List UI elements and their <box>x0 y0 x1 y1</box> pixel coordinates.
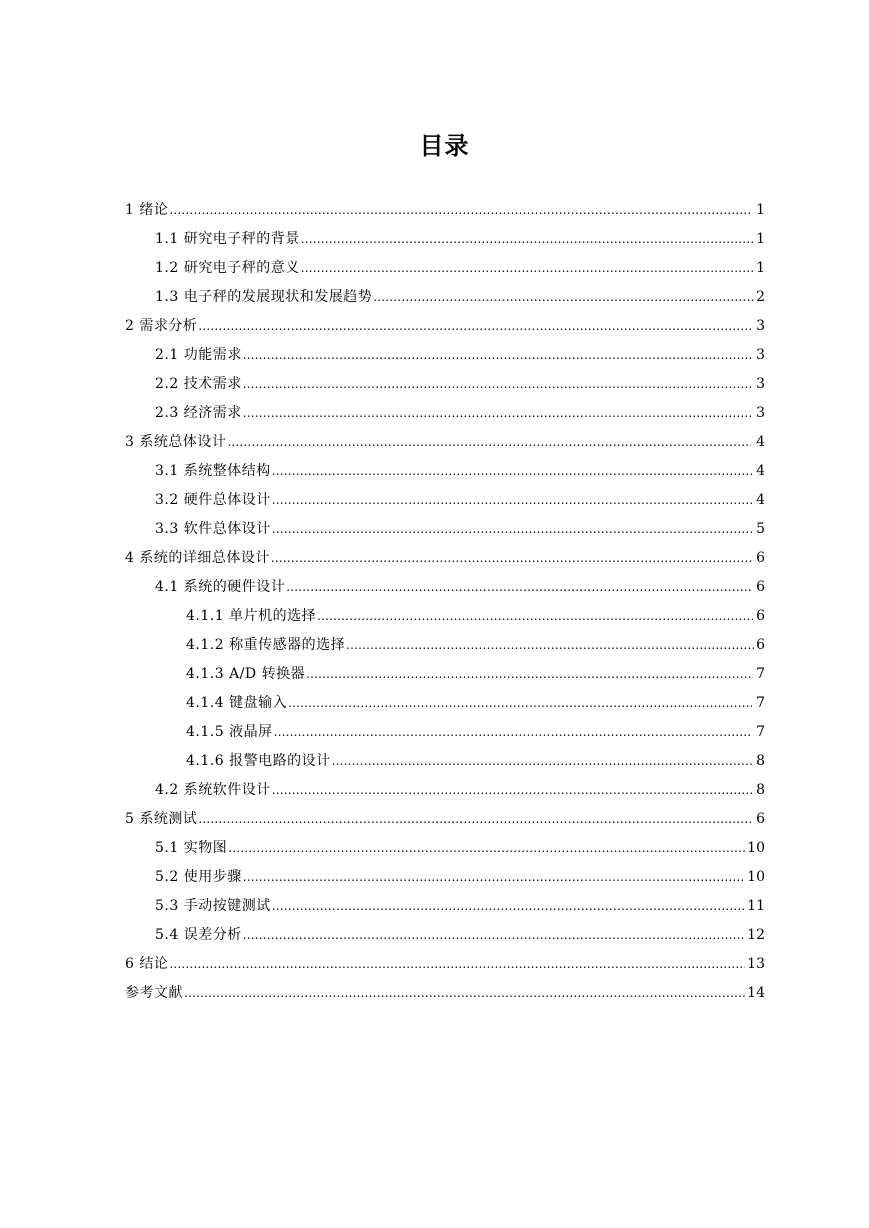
toc-entry-page: 3 <box>756 318 765 334</box>
toc-entry[interactable] <box>0 631 869 660</box>
toc-entry[interactable] <box>0 805 869 834</box>
toc-entry[interactable] <box>0 341 869 370</box>
dot-leader <box>301 254 753 283</box>
dot-leader <box>228 834 745 863</box>
toc-entry[interactable] <box>0 689 869 718</box>
toc-entry[interactable] <box>0 979 869 1008</box>
dot-leader <box>227 428 751 457</box>
toc-entry-page: 8 <box>756 782 765 798</box>
toc-entry-label: 2.3 经济需求 <box>155 405 242 421</box>
toc-entry-label: 4.1.2 称重传感器的选择 <box>186 637 346 653</box>
toc-entry[interactable] <box>0 428 869 457</box>
toc-entry-page: 7 <box>756 724 765 740</box>
toc-entry-page: 13 <box>747 956 765 972</box>
dot-leader <box>243 863 745 892</box>
toc-entry-page: 3 <box>756 376 765 392</box>
toc-entry-label: 2.2 技术需求 <box>155 376 242 392</box>
toc-entry-label: 5.2 使用步骤 <box>155 869 242 885</box>
dot-leader <box>169 196 750 225</box>
toc-entry-label: 4.1.5 液晶屏 <box>186 724 273 740</box>
toc-entry[interactable] <box>0 573 869 602</box>
toc-entry[interactable] <box>0 660 869 689</box>
toc-entry[interactable] <box>0 457 869 486</box>
toc-entry[interactable] <box>0 602 869 631</box>
toc-entry[interactable] <box>0 254 869 283</box>
toc-entry[interactable] <box>0 370 869 399</box>
toc-entry-label: 1.3 电子秤的发展现状和发展趋势 <box>155 289 373 305</box>
dot-leader <box>288 689 752 718</box>
dot-leader <box>306 660 753 689</box>
toc-entry-label: 5 系统测试 <box>125 811 198 827</box>
toc-entry-label: 5.3 手动按键测试 <box>155 898 271 914</box>
toc-entry-page: 6 <box>756 579 765 595</box>
dot-leader <box>271 544 752 573</box>
dot-leader <box>243 370 752 399</box>
toc-entry-label: 6 结论 <box>125 956 169 972</box>
toc-entry-page: 6 <box>756 608 765 624</box>
toc-entry-page: 7 <box>756 695 765 711</box>
toc-entry-label: 3.3 软件总体设计 <box>155 521 271 537</box>
toc-entry-page: 11 <box>747 898 765 914</box>
toc-entry[interactable] <box>0 312 869 341</box>
dot-leader <box>198 805 750 834</box>
toc-entry[interactable] <box>0 747 869 776</box>
dot-leader <box>332 747 754 776</box>
toc-entry-label: 2.1 功能需求 <box>155 347 242 363</box>
toc-entry[interactable] <box>0 776 869 805</box>
toc-entry-label: 4.2 系统软件设计 <box>155 782 271 798</box>
dot-leader <box>243 399 752 428</box>
toc-entry-page: 3 <box>756 347 765 363</box>
toc-entry-label: 1.2 研究电子秤的意义 <box>155 260 300 276</box>
dot-leader <box>286 573 752 602</box>
dot-leader <box>184 979 745 1008</box>
toc-entry-page: 10 <box>747 840 765 856</box>
toc-entry-label: 1 绪论 <box>125 202 169 218</box>
dot-leader <box>373 283 754 312</box>
toc-list <box>0 196 869 1008</box>
toc-entry[interactable] <box>0 486 869 515</box>
toc-entry-page: 5 <box>756 521 765 537</box>
toc-entry[interactable] <box>0 921 869 950</box>
toc-entry-page: 12 <box>747 927 765 943</box>
toc-entry-label: 4 系统的详细总体设计 <box>125 550 270 566</box>
toc-entry-page: 2 <box>756 289 765 305</box>
toc-entry-page: 1 <box>756 202 765 218</box>
toc-title: 目录 <box>419 132 470 160</box>
toc-entry-label: 4.1.4 键盘输入 <box>186 695 288 711</box>
toc-entry-page: 14 <box>747 985 765 1001</box>
toc-entry[interactable] <box>0 225 869 254</box>
toc-entry-page: 7 <box>756 666 765 682</box>
toc-entry[interactable] <box>0 863 869 892</box>
dot-leader <box>272 457 752 486</box>
toc-entry-label: 4.1.6 报警电路的设计 <box>186 753 331 769</box>
toc-entry[interactable] <box>0 834 869 863</box>
toc-entry[interactable] <box>0 950 869 979</box>
toc-entry[interactable] <box>0 399 869 428</box>
toc-entry[interactable] <box>0 515 869 544</box>
toc-entry-label: 参考文献 <box>125 985 183 1001</box>
toc-entry-label: 5.1 实物图 <box>155 840 228 856</box>
toc-entry-label: 4.1 系统的硬件设计 <box>155 579 286 595</box>
dot-leader <box>243 921 745 950</box>
dot-leader <box>317 602 753 631</box>
dot-leader <box>169 950 745 979</box>
dot-leader <box>272 515 752 544</box>
dot-leader <box>274 718 753 747</box>
toc-entry-label: 2 需求分析 <box>125 318 198 334</box>
toc-entry[interactable] <box>0 544 869 573</box>
toc-entry[interactable] <box>0 718 869 747</box>
toc-entry-label: 3 系统总体设计 <box>125 434 227 450</box>
toc-entry-label: 3.1 系统整体结构 <box>155 463 271 479</box>
dot-leader <box>272 892 745 921</box>
toc-entry-page: 6 <box>756 637 765 653</box>
toc-entry-page: 3 <box>756 405 765 421</box>
toc-entry-page: 4 <box>756 492 765 508</box>
toc-entry[interactable] <box>0 283 869 312</box>
toc-entry-label: 5.4 误差分析 <box>155 927 242 943</box>
toc-entry-label: 3.2 硬件总体设计 <box>155 492 271 508</box>
toc-entry[interactable] <box>0 892 869 921</box>
toc-entry[interactable] <box>0 196 869 225</box>
toc-entry-label: 4.1.3 A/D 转换器 <box>186 666 306 682</box>
toc-entry-page: 10 <box>747 869 765 885</box>
toc-entry-label: 4.1.1 单片机的选择 <box>186 608 317 624</box>
toc-entry-page: 1 <box>756 260 765 276</box>
dot-leader <box>301 225 753 254</box>
toc-entry-page: 1 <box>756 231 765 247</box>
dot-leader <box>346 631 754 660</box>
toc-entry-page: 8 <box>756 753 765 769</box>
dot-leader <box>198 312 750 341</box>
toc-entry-page: 6 <box>756 550 765 566</box>
toc-entry-page: 4 <box>756 463 765 479</box>
toc-entry-page: 6 <box>756 811 765 827</box>
dot-leader <box>243 341 752 370</box>
dot-leader <box>272 486 752 515</box>
toc-entry-page: 4 <box>756 434 765 450</box>
dot-leader <box>272 776 752 805</box>
toc-entry-label: 1.1 研究电子秤的背景 <box>155 231 300 247</box>
